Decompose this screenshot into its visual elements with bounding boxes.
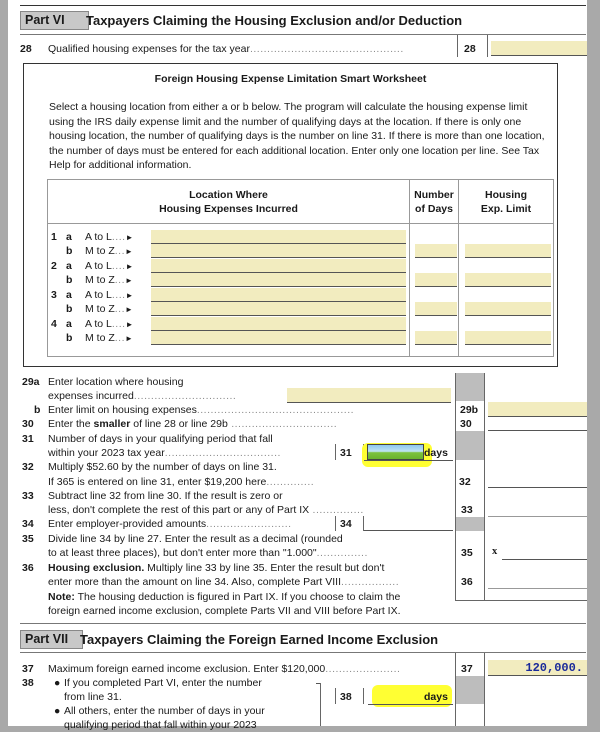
- line-37-label: Maximum foreign earned income exclusion. Enter $120,000......................: [48, 663, 401, 675]
- arrow-right-icon: ►: [125, 305, 133, 314]
- divider: [364, 460, 453, 461]
- row-number: 2: [51, 260, 57, 272]
- location-input-4a[interactable]: [151, 317, 406, 331]
- location-label-b: M to Z...►: [85, 245, 133, 257]
- location-label-a: A to L....►: [85, 289, 134, 301]
- limit-input-1[interactable]: [465, 244, 551, 258]
- location-input-2a[interactable]: [151, 259, 406, 273]
- bracket: [316, 683, 320, 684]
- location-label-b: M to Z...►: [85, 303, 133, 315]
- divider: [20, 34, 586, 35]
- shaded-cell: [456, 676, 484, 704]
- line-38-option-2-2: qualifying period that fall within your 2023: [64, 719, 257, 731]
- line-29b-input[interactable]: [488, 402, 587, 417]
- line-30-label: Enter the smaller of line 28 or line 29b ...............................: [48, 418, 338, 430]
- line-38-days-input[interactable]: [368, 704, 453, 705]
- line-32-label: Multiply $52.60 by the number of days on line 31.: [48, 461, 277, 473]
- line-35-label: Divide line 34 by line 27. Enter the result as a decimal (rounded: [48, 533, 343, 545]
- line-31-days-input[interactable]: [367, 444, 424, 460]
- line-32-label-2: If 365 is entered on line 31, enter $19,200 here..............: [48, 476, 315, 488]
- divider: [484, 373, 485, 600]
- part-vii-badge: Part VII: [20, 630, 83, 649]
- worksheet-title: Foreign Housing Expense Limitation Smart Worksheet: [154, 73, 427, 85]
- days-unit-label: days: [424, 447, 448, 459]
- line-33-value[interactable]: [488, 516, 587, 517]
- arrow-right-icon: ►: [125, 320, 134, 329]
- divider: [20, 652, 586, 653]
- line-38-option-2: All others, enter the number of days in your: [64, 705, 265, 717]
- limit-input-4[interactable]: [465, 331, 551, 345]
- line-box-number: 30: [460, 418, 472, 430]
- line-31-label-2: within your 2023 tax year..................................: [48, 447, 281, 459]
- location-label-b: M to Z...►: [85, 274, 133, 286]
- line-box-number: 34: [340, 518, 352, 530]
- col-header-days: Number of Days: [414, 189, 454, 215]
- location-label-a: A to L....►: [85, 318, 134, 330]
- line-box-number: 32: [459, 476, 471, 488]
- row-sub-b: b: [66, 274, 73, 286]
- line-34-label: Enter employer-provided amounts.........................: [48, 518, 292, 530]
- line-36-label: Housing exclusion. Multiply line 33 by line 35. Enter the result but don't: [48, 562, 385, 574]
- line-number: 31: [22, 433, 34, 445]
- divider: [335, 516, 336, 531]
- divider: [20, 623, 586, 624]
- multiply-x-label: x: [492, 546, 498, 557]
- line-number: 34: [22, 518, 34, 530]
- line-number: b: [34, 404, 41, 416]
- line-29a-label: Enter location where housing: [48, 376, 184, 388]
- worksheet-instructions: Select a housing location from either a or b below. The program will calculate the housing expense limit using the IRS daily expense limit and the number of qualifying days at the location. If there is only one housing location, the number of qualifying days is the number on line 31. If there is more than one location, the number of days must be entered for each additional location. Enter only one location per line. See Tax Help for additional information.: [49, 101, 545, 171]
- arrow-right-icon: ►: [125, 233, 134, 242]
- line-number: 38: [22, 677, 34, 689]
- location-table: [47, 179, 554, 357]
- row-sub-b: b: [66, 303, 73, 315]
- divider: [455, 600, 587, 601]
- line-32-value[interactable]: [488, 487, 587, 488]
- line-35-value[interactable]: [502, 559, 587, 560]
- days-input-3[interactable]: [415, 302, 457, 316]
- divider: [484, 653, 485, 726]
- row-number: 3: [51, 289, 57, 301]
- divider: [455, 373, 456, 600]
- bullet-icon: ●: [54, 705, 61, 717]
- form-page: [8, 0, 587, 731]
- line-29a-label-2: expenses incurred..............................: [48, 390, 237, 402]
- line-31-label: Number of days in your qualifying period that fall: [48, 433, 273, 445]
- divider: [20, 5, 586, 6]
- line-37-value: 120,000.: [525, 661, 583, 675]
- shaded-cell: [456, 517, 484, 531]
- divider: [363, 516, 364, 531]
- location-input-3b[interactable]: [151, 302, 406, 316]
- arrow-right-icon: ►: [125, 291, 134, 300]
- line-28-label: Qualified housing expenses for the tax year.............................................: [48, 43, 404, 55]
- line-number: 36: [22, 562, 34, 574]
- line-number: 37: [22, 663, 34, 675]
- line-number: 30: [22, 418, 34, 430]
- col-header-limit: Housing Exp. Limit: [480, 189, 532, 215]
- line-number: 35: [22, 533, 34, 545]
- arrow-right-icon: ►: [125, 276, 133, 285]
- line-38-option-1-2: from line 31.: [64, 691, 122, 703]
- shaded-cell: [456, 373, 484, 401]
- part-vi-title: Taxpayers Claiming the Housing Exclusion and/or Deduction: [86, 13, 463, 28]
- arrow-right-icon: ►: [125, 247, 133, 256]
- part-vi-badge: Part VI: [20, 11, 89, 30]
- row-sub-a: a: [66, 289, 72, 301]
- row-sub-a: a: [66, 231, 72, 243]
- smart-worksheet: [23, 63, 558, 367]
- line-36-label-2: enter more than the amount on line 34. Also, complete Part VIII.................: [48, 576, 400, 588]
- note-text: Note: The housing deduction is figured in Part IX. If you choose to claim the: [48, 591, 401, 603]
- location-input-3a[interactable]: [151, 288, 406, 302]
- divider: [457, 35, 458, 57]
- location-label-b: M to Z...►: [85, 332, 133, 344]
- divider: [458, 180, 459, 356]
- shaded-cell: [456, 431, 484, 460]
- line-box-number: 31: [340, 447, 352, 459]
- divider: [363, 688, 364, 704]
- line-34-value[interactable]: [364, 530, 453, 531]
- line-box-number: 38: [340, 691, 352, 703]
- arrow-right-icon: ►: [125, 262, 134, 271]
- location-label-a: A to L....►: [85, 260, 134, 272]
- limit-input-2[interactable]: [465, 273, 551, 287]
- divider: [48, 223, 553, 224]
- line-box-number: 36: [461, 576, 473, 588]
- limit-input-3[interactable]: [465, 302, 551, 316]
- days-input-2[interactable]: [415, 273, 457, 287]
- row-number: 4: [51, 318, 57, 330]
- location-input-1a[interactable]: [151, 230, 406, 244]
- days-unit-label: days: [424, 691, 448, 703]
- row-sub-a: a: [66, 318, 72, 330]
- line-number: 28: [20, 43, 32, 55]
- line-35-label-2: to at least three places), but don't enter more than "1.000"...............: [48, 547, 368, 559]
- row-number: 1: [51, 231, 57, 243]
- location-input-1b[interactable]: [151, 244, 406, 258]
- row-sub-a: a: [66, 260, 72, 272]
- location-input-2b[interactable]: [151, 273, 406, 287]
- arrow-right-icon: ►: [125, 334, 133, 343]
- location-input-4b[interactable]: [151, 331, 406, 345]
- location-label-a: A to L....►: [85, 231, 134, 243]
- line-number: 29a: [22, 376, 40, 388]
- bracket: [320, 683, 321, 726]
- line-number: 32: [22, 461, 34, 473]
- line-box-number: 37: [461, 663, 473, 675]
- line-33-label: Subtract line 32 from line 30. If the result is zero or: [48, 490, 283, 502]
- line-number: 33: [22, 490, 34, 502]
- days-input-4[interactable]: [415, 331, 457, 345]
- bullet-icon: ●: [54, 677, 61, 689]
- line-box-number: 29b: [460, 404, 479, 416]
- line-29a-location-input[interactable]: [287, 388, 451, 403]
- line-29b-label: Enter limit on housing expenses..............................................: [48, 404, 355, 416]
- line-38-option-1: If you completed Part VI, enter the number: [64, 677, 262, 689]
- note-text-2: foreign earned income exclusion, complete Parts VII and VIII before Part IX.: [48, 605, 401, 617]
- line-28-input[interactable]: [491, 41, 587, 56]
- divider: [335, 444, 336, 460]
- divider: [335, 688, 336, 704]
- line-30-value[interactable]: [488, 430, 587, 431]
- part-vii-title: Taxpayers Claiming the Foreign Earned Income Exclusion: [80, 632, 439, 647]
- days-input-1[interactable]: [415, 244, 457, 258]
- divider: [487, 35, 488, 57]
- divider: [409, 180, 410, 356]
- row-sub-b: b: [66, 245, 73, 257]
- line-box-number: 33: [461, 504, 473, 516]
- line-33-label-2: less, don't complete the rest of this part or any of Part IX ...............: [48, 504, 364, 516]
- line-box-number: 35: [461, 547, 473, 559]
- line-36-value[interactable]: [488, 588, 587, 589]
- row-sub-b: b: [66, 332, 73, 344]
- col-header-location: Location Where Housing Expenses Incurred: [159, 189, 298, 215]
- line-box-number: 28: [464, 43, 476, 55]
